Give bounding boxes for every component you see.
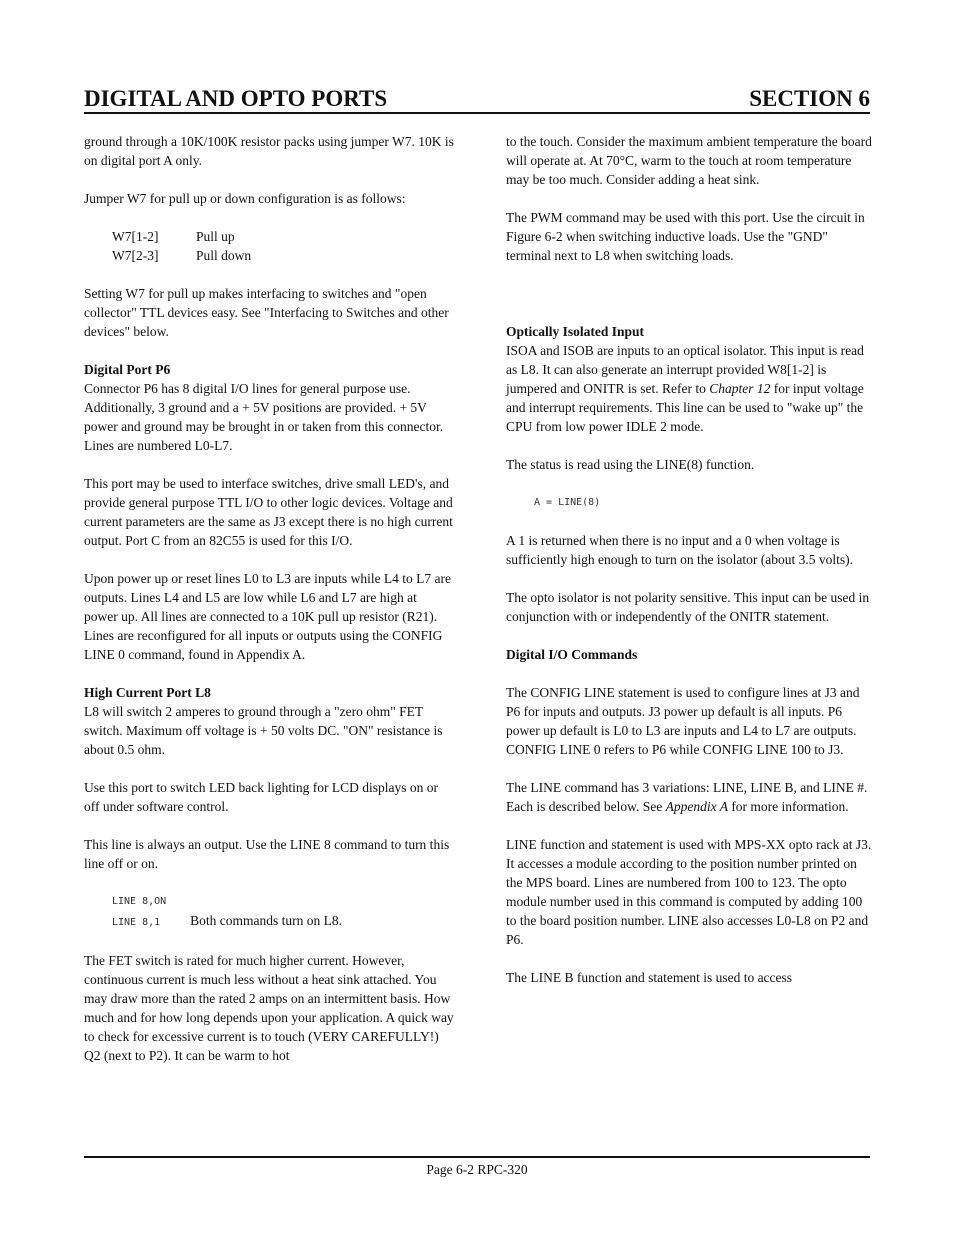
paragraph: This line is always an output. Use the LINE 8 command to turn this line off or on.	[84, 837, 450, 871]
footer-rule	[84, 1156, 870, 1158]
paragraph: Connector P6 has 8 digital I/O lines for general purpose use. Additionally, 3 ground and a + 5V positions are provided. + 5V power and ground may be brought in or taken from this connector. Lines are numbered L0-L7.	[84, 381, 444, 453]
code-line	[84, 911, 454, 932]
jumper-desc: Pull down	[196, 248, 252, 263]
page-footer: Page 6-2 RPC-320	[426, 1162, 528, 1177]
code-text: A = LINE(8)	[534, 497, 601, 508]
section-number: SECTION 6	[749, 86, 870, 111]
jumper-desc: Pull up	[196, 229, 235, 244]
jumper-pins: W7[2-3]	[112, 248, 159, 263]
paragraph: Upon power up or reset lines L0 to L3 are inputs while L4 to L7 are outputs. Lines L4 and L5 are low while L6 and L7 are high at power up. All lines are connected to a 10K pull up resistor (R21). Lines are reconfigured for all inputs or outputs using the CONFIG LINE 0 command, found in Appendix A.	[84, 571, 452, 662]
paragraph: to the touch. Consider the maximum ambient temperature the board will operate at. At 70°C, warm to the touch at room temperature may be too much. Consider adding a heat sink.	[506, 134, 872, 187]
appendix-reference: Appendix A	[665, 799, 728, 814]
code-line	[84, 892, 454, 911]
section-title: DIGITAL AND OPTO PORTS	[84, 86, 388, 111]
heading-optically-isolated-input: Optically Isolated Input	[506, 324, 645, 339]
jumper-pins: W7[1-2]	[112, 229, 159, 244]
paragraph: The LINE command has 3 variations: LINE, LINE B, and LINE #. Each is described below. See Appendix A for more information.	[506, 780, 868, 814]
page-header	[84, 84, 870, 114]
paragraph: Setting W7 for pull up makes interfacing to switches and "open collector" TTL devices easy. See "Interfacing to Switches and other devices" below.	[84, 286, 449, 339]
paragraph: The opto isolator is not polarity sensitive. This input can be used in conjunction with or independently of the ONITR statement.	[506, 590, 870, 624]
jumper-row	[84, 246, 454, 265]
paragraph: L8 will switch 2 amperes to ground through a "zero ohm" FET switch. Maximum off voltage is + 50 volts DC. "ON" resistance is about 0.5 ohm.	[84, 704, 443, 757]
jumper-row	[84, 227, 454, 246]
left-column	[84, 132, 454, 1084]
code-line	[506, 493, 876, 512]
paragraph: Use this port to switch LED back lighting for LCD displays on or off under software control.	[84, 780, 438, 814]
heading-digital-port-p6: Digital Port P6	[84, 362, 171, 377]
paragraph: A 1 is returned when there is no input and a 0 when voltage is sufficiently high enough to turn on the isolator (about 3.5 volts).	[506, 533, 853, 567]
code-note: Both commands turn on L8.	[190, 913, 343, 928]
header-rule	[84, 112, 870, 114]
paragraph: ground through a 10K/100K resistor packs using jumper W7. 10K is on digital port A only.	[84, 134, 454, 168]
paragraph: LINE function and statement is used with MPS-XX opto rack at J3. It accesses a module according to the position number printed on the MPS board. Lines are numbered from 100 to 123. The opto module number used in this command is computed by adding 100 to the board position number. LINE also accesses L0-L8 on P2 and P6.	[506, 837, 872, 947]
chapter-reference: Chapter 12	[709, 381, 771, 396]
code-text: LINE 8,1	[112, 917, 161, 928]
paragraph: The LINE B function and statement is used to access	[506, 970, 793, 985]
paragraph: This port may be used to interface switches, drive small LED's, and provide general purpose TTL I/O to other logic devices. Voltage and current parameters are the same as J3 except there is no high current output. Port C from an 82C55 is used for this I/O.	[84, 476, 453, 548]
jumper-table	[84, 227, 454, 265]
code-text: LINE 8,ON	[112, 896, 167, 907]
paragraph: ISOA and ISOB are inputs to an optical isolator. This input is read as L8. It can also generate an interrupt provided W8[1-2] is jumpered and ONITR is set. Refer to Chapter 12 for input voltage and interrupt requirements. This line can be used to "wake up" the CPU from low power IDLE 2 mode.	[506, 343, 864, 434]
right-column	[506, 132, 876, 1006]
paragraph: The status is read using the LINE(8) function.	[506, 457, 755, 472]
paragraph: The PWM command may be used with this port. Use the circuit in Figure 6-2 when switching inductive loads. Use the "GND" terminal next to L8 when switching loads.	[506, 210, 865, 263]
heading-high-current-port-l8: High Current Port L8	[84, 685, 211, 700]
paragraph: The CONFIG LINE statement is used to configure lines at J3 and P6 for inputs and outputs. J3 power up default is all inputs. P6 power up default is L0 to L3 are inputs and L4 to L7 are outputs. CONFIG LINE 0 refers to P6 while CONFIG LINE 100 to J3.	[506, 685, 860, 757]
heading-digital-io-commands: Digital I/O Commands	[506, 647, 638, 662]
paragraph: The FET switch is rated for much higher current. However, continuous current is much less without a heat sink attached. You may draw more than the rated 2 amps on an intermittent basis. How much and for how long depends upon your application. A quick way to check for excessive current is to touch (VERY CAREFULLY!) Q2 (next to P2). It can be warm to hot	[84, 953, 454, 1063]
paragraph: Jumper W7 for pull up or down configuration is as follows:	[84, 191, 406, 206]
